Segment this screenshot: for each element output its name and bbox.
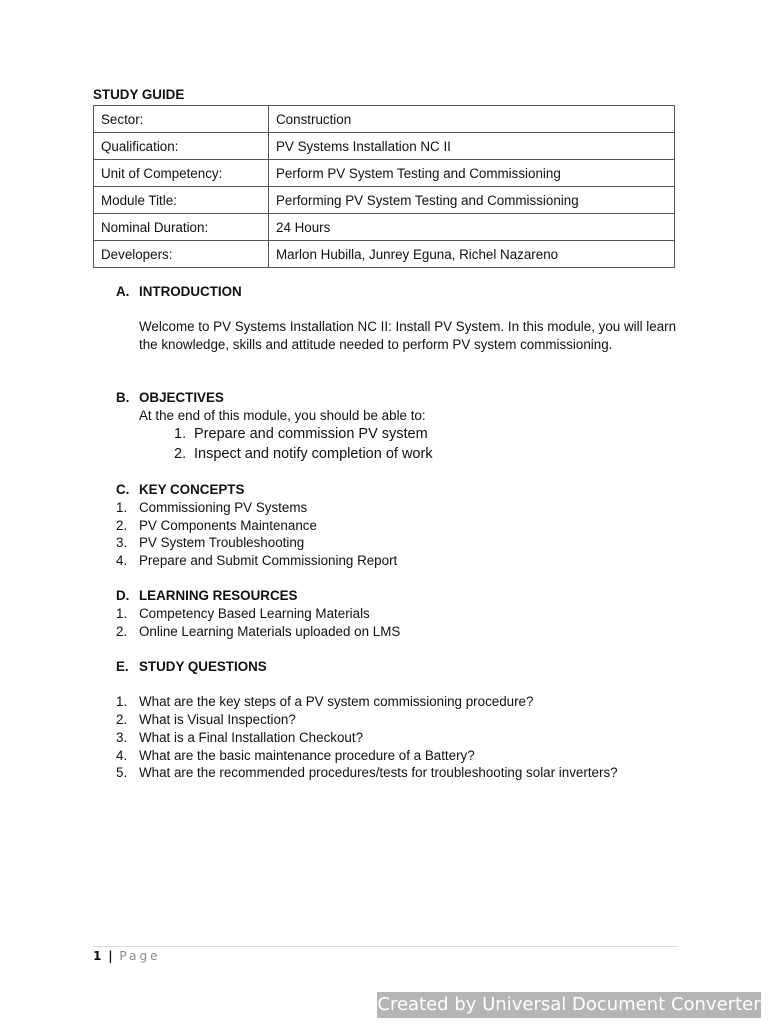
row-label: Qualification: bbox=[94, 133, 269, 160]
page-label: Page bbox=[119, 949, 161, 963]
list-text: Prepare and commission PV system bbox=[194, 426, 428, 442]
page-footer bbox=[93, 949, 160, 963]
list-number: 4. bbox=[116, 553, 128, 568]
list-text: Competency Based Learning Materials bbox=[139, 606, 370, 621]
list-number: 1. bbox=[116, 606, 128, 621]
footer-separator: | bbox=[108, 949, 113, 963]
table-row bbox=[94, 160, 675, 187]
section-title: OBJECTIVES bbox=[139, 390, 224, 405]
info-table bbox=[93, 105, 675, 268]
converter-watermark: Created by Universal Document Converter bbox=[377, 992, 761, 1018]
list-number: 2. bbox=[116, 518, 128, 533]
footer-divider bbox=[93, 946, 678, 947]
list-number: 3. bbox=[116, 535, 128, 550]
section-title: KEY CONCEPTS bbox=[139, 482, 245, 497]
list-number: 3. bbox=[116, 730, 128, 745]
list-text: Inspect and notify completion of work bbox=[194, 446, 433, 462]
section-letter: D. bbox=[116, 588, 130, 603]
row-value: Perform PV System Testing and Commissioning bbox=[269, 160, 675, 187]
list-number: 2. bbox=[174, 446, 187, 462]
table-row bbox=[94, 187, 675, 214]
row-value: Performing PV System Testing and Commissioning bbox=[269, 187, 675, 214]
objectives-intro: At the end of this module, you should be able to: bbox=[139, 408, 426, 423]
section-title: INTRODUCTION bbox=[139, 284, 242, 299]
row-label: Nominal Duration: bbox=[94, 214, 269, 241]
section-letter: A. bbox=[116, 284, 130, 299]
list-text: Commissioning PV Systems bbox=[139, 500, 308, 515]
introduction-paragraph: Welcome to PV Systems Installation NC II: Install PV System. In this module, you will learn the knowledge, skills and attitude needed to perform PV system commissioning. bbox=[139, 319, 677, 352]
list-text: What are the recommended procedures/tests for troubleshooting solar inverters? bbox=[139, 765, 618, 780]
list-text: What is Visual Inspection? bbox=[139, 712, 296, 727]
page-number: 1 bbox=[93, 949, 102, 963]
list-text: What is a Final Installation Checkout? bbox=[139, 730, 364, 745]
section-title: STUDY QUESTIONS bbox=[139, 659, 267, 674]
list-number: 2. bbox=[116, 712, 128, 727]
row-label: Sector: bbox=[94, 106, 269, 133]
list-number: 2. bbox=[116, 624, 128, 639]
row-value: 24 Hours bbox=[269, 214, 675, 241]
table-row bbox=[94, 133, 675, 160]
section-letter: E. bbox=[116, 659, 129, 674]
list-text: PV System Troubleshooting bbox=[139, 535, 305, 550]
table-row bbox=[94, 214, 675, 241]
table-row bbox=[94, 106, 675, 133]
list-number: 1. bbox=[116, 694, 128, 709]
row-label: Module Title: bbox=[94, 187, 269, 214]
section-letter: B. bbox=[116, 390, 130, 405]
list-text: Online Learning Materials uploaded on LMS bbox=[139, 624, 401, 639]
row-value: Construction bbox=[269, 106, 675, 133]
list-number: 4. bbox=[116, 748, 128, 763]
list-text: Prepare and Submit Commissioning Report bbox=[139, 553, 398, 568]
list-text: What are the key steps of a PV system commissioning procedure? bbox=[139, 694, 534, 709]
list-number: 5. bbox=[116, 765, 128, 780]
section-letter: C. bbox=[116, 482, 130, 497]
section-title: LEARNING RESOURCES bbox=[139, 588, 298, 603]
list-text: What are the basic maintenance procedure of a Battery? bbox=[139, 748, 475, 763]
row-label: Developers: bbox=[94, 241, 269, 268]
list-text: PV Components Maintenance bbox=[139, 518, 317, 533]
row-value: PV Systems Installation NC II bbox=[269, 133, 675, 160]
list-number: 1. bbox=[116, 500, 128, 515]
study-guide-title: STUDY GUIDE bbox=[93, 87, 185, 102]
row-value: Marlon Hubilla, Junrey Eguna, Richel Nazareno bbox=[269, 241, 675, 268]
row-label: Unit of Competency: bbox=[94, 160, 269, 187]
list-number: 1. bbox=[174, 426, 187, 442]
table-row bbox=[94, 241, 675, 268]
